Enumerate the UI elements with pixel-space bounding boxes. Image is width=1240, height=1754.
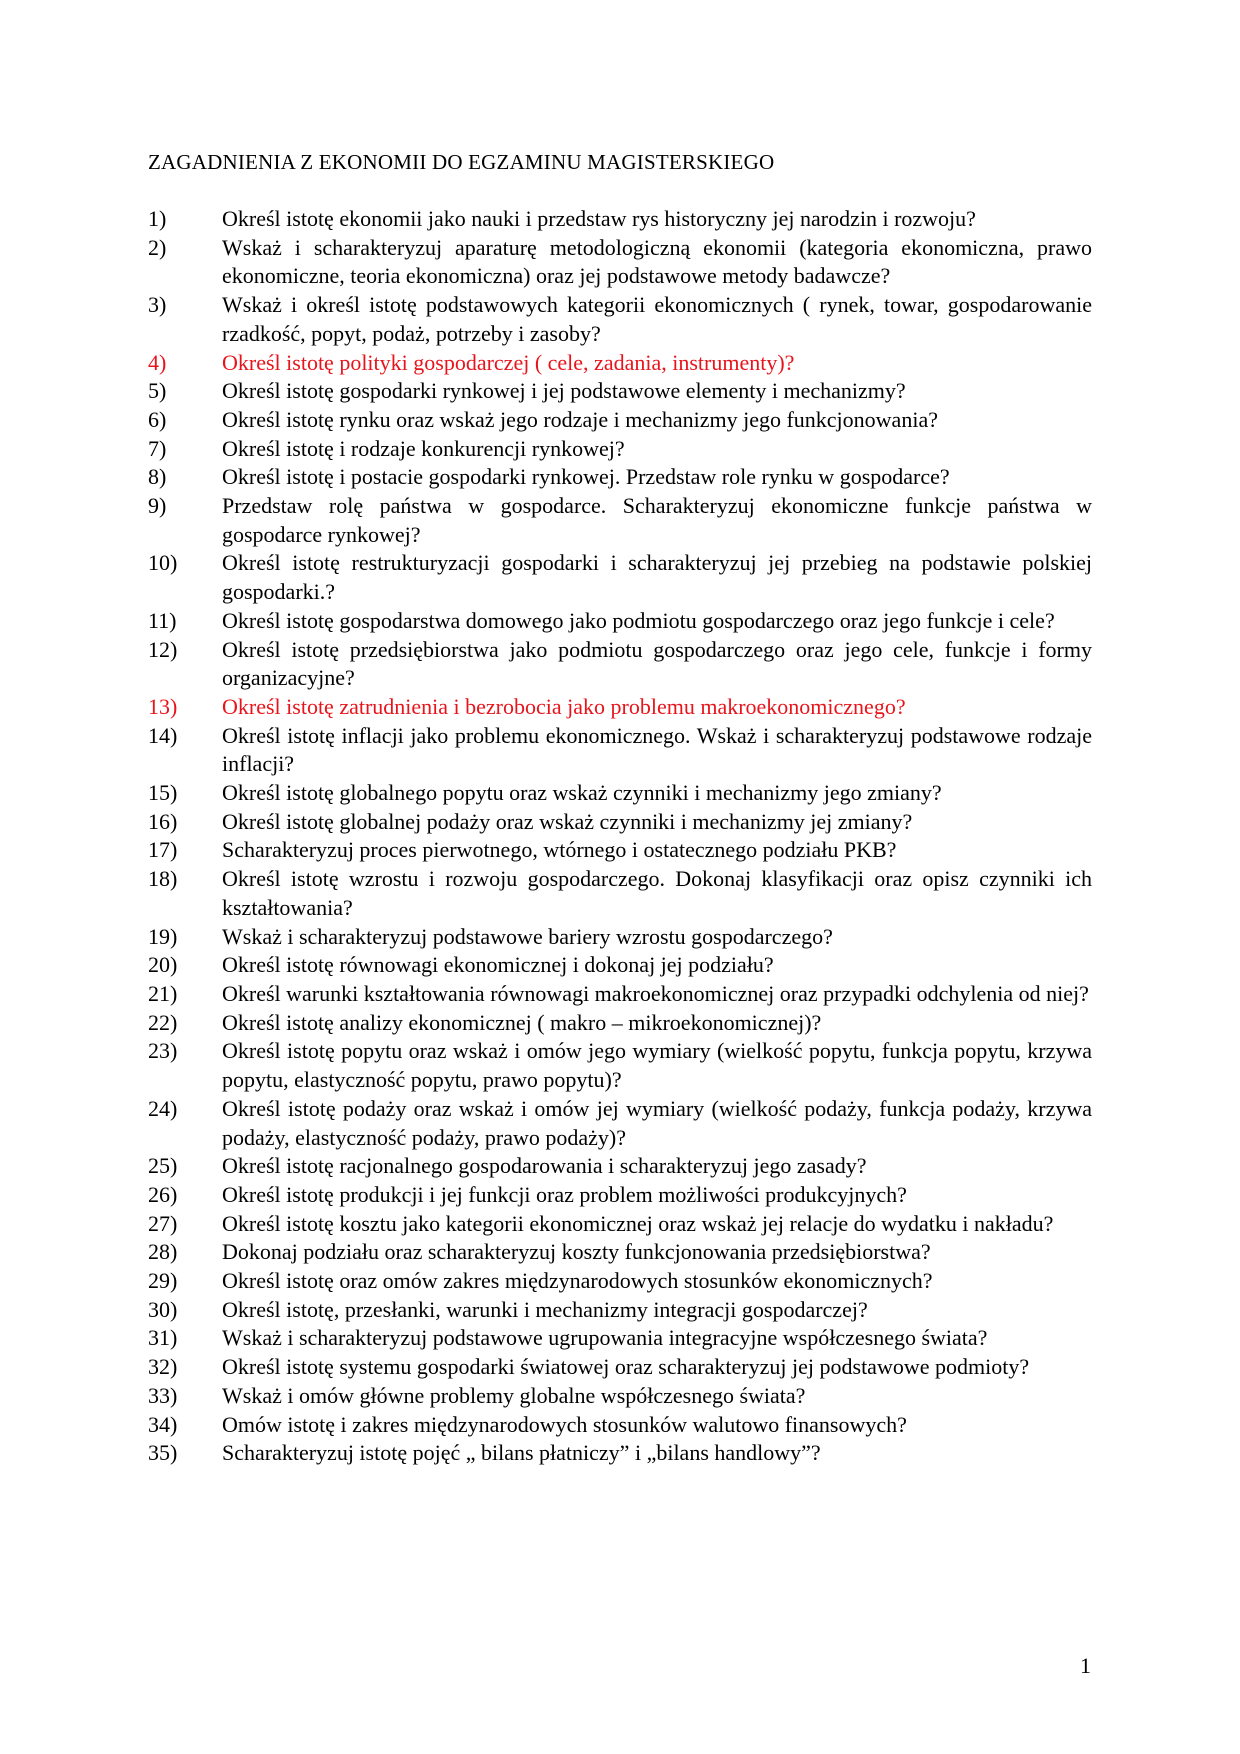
question-number: 34) — [148, 1411, 178, 1437]
question-number: 24) — [148, 1095, 178, 1121]
question-item — [148, 205, 1092, 234]
question-text: Określ istotę zatrudnienia i bezrobocia jako problemu makroekonomicznego? — [222, 693, 906, 719]
question-number: 16) — [148, 808, 178, 834]
question-text: Określ istotę polityki gospodarczej ( cele, zadania, instrumenty)? — [222, 349, 795, 375]
question-number: 15) — [148, 780, 178, 806]
question-number: 31) — [148, 1325, 178, 1351]
question-text: Wskaż i scharakteryzuj podstawowe bariery wzrostu gospodarczego? — [222, 923, 833, 949]
question-text: Wskaż i omów główne problemy globalne współczesnego świata? — [222, 1382, 806, 1408]
question-text: Wskaż i scharakteryzuj podstawowe ugrupowania integracyjne współczesnego świata? — [222, 1325, 988, 1351]
question-item — [148, 549, 1092, 606]
question-number: 14) — [148, 722, 178, 748]
question-item — [148, 1210, 1092, 1239]
question-item — [148, 636, 1092, 693]
question-text: Określ istotę analizy ekonomicznej ( makro – mikroekonomicznej)? — [222, 1009, 822, 1035]
question-item — [148, 492, 1092, 549]
question-number: 18) — [148, 866, 178, 892]
question-number: 32) — [148, 1354, 178, 1380]
question-item — [148, 722, 1092, 779]
question-number: 35) — [148, 1440, 178, 1466]
question-item — [148, 1411, 1092, 1440]
question-text: Przedstaw rolę państwa w gospodarce. Scharakteryzuj ekonomiczne funkcje państwa w gospodarce rynkowej? — [222, 493, 1092, 547]
question-item — [148, 923, 1092, 952]
question-number: 6) — [148, 406, 167, 432]
question-item — [148, 1324, 1092, 1353]
question-item — [148, 234, 1092, 291]
page-number: 1 — [1080, 1653, 1091, 1678]
question-number: 12) — [148, 636, 178, 662]
question-item — [148, 607, 1092, 636]
question-number: 27) — [148, 1210, 178, 1236]
question-item — [148, 1439, 1092, 1468]
question-text: Określ istotę restrukturyzacji gospodarki i scharakteryzuj jej przebieg na podstawie polskiej gospodarki.? — [222, 550, 1092, 605]
question-number: 20) — [148, 952, 178, 978]
question-number: 9) — [148, 493, 167, 519]
question-text: Określ istotę wzrostu i rozwoju gospodarczego. Dokonaj klasyfikacji oraz opisz czynniki ich kształtowania? — [222, 866, 1092, 920]
question-text: Wskaż i scharakteryzuj aparaturę metodologiczną ekonomii (kategoria ekonomiczna, prawo ekonomiczne, teoria ekonomiczna) oraz jej podstawowe metody badawcze? — [222, 234, 1092, 289]
question-text: Scharakteryzuj istotę pojęć „ bilans płatniczy” i „bilans handlowy”? — [222, 1440, 821, 1466]
question-item — [148, 1238, 1092, 1267]
question-text: Określ istotę gospodarstwa domowego jako podmiotu gospodarczego oraz jego funkcje i cele? — [222, 607, 1055, 633]
question-item — [148, 1296, 1092, 1325]
question-item — [148, 1009, 1092, 1038]
question-item — [148, 779, 1092, 808]
question-text: Określ istotę oraz omów zakres międzynarodowych stosunków ekonomicznych? — [222, 1268, 933, 1294]
question-text: Określ istotę kosztu jako kategorii ekonomicznej oraz wskaż jej relacje do wydatku i nakładu? — [222, 1210, 1054, 1236]
question-text: Określ istotę popytu oraz wskaż i omów jego wymiary (wielkość popytu, funkcja popytu, krzywa popytu, elastyczność popytu, prawo popytu)? — [222, 1038, 1092, 1093]
question-number: 5) — [148, 378, 167, 404]
question-item — [148, 406, 1092, 435]
question-number: 11) — [148, 607, 177, 633]
question-item — [148, 1152, 1092, 1181]
question-item — [148, 1181, 1092, 1210]
question-text: Określ istotę podaży oraz wskaż i omów jej wymiary (wielkość podaży, funkcja podaży, krzywa podaży, elastyczność podaży, prawo podaży)? — [222, 1095, 1092, 1150]
question-number: 19) — [148, 923, 178, 949]
question-item — [148, 291, 1092, 348]
question-item — [148, 463, 1092, 492]
question-item — [148, 377, 1092, 406]
question-number: 17) — [148, 837, 178, 863]
question-text: Określ istotę globalnej podaży oraz wskaż czynniki i mechanizmy jej zmiany? — [222, 808, 913, 834]
question-item — [148, 349, 1092, 378]
question-number: 13) — [148, 693, 178, 719]
question-number: 10) — [148, 550, 178, 576]
document-title: ZAGADNIENIA Z EKONOMII DO EGZAMINU MAGISTERSKIEGO — [148, 150, 775, 174]
question-text: Określ istotę ekonomii jako nauki i przedstaw rys historyczny jej narodzin i rozwoju? — [222, 206, 976, 231]
question-text: Scharakteryzuj proces pierwotnego, wtórnego i ostatecznego podziału PKB? — [222, 837, 897, 863]
question-item — [148, 1095, 1092, 1152]
question-text: Określ istotę równowagi ekonomicznej i dokonaj jej podziału? — [222, 952, 774, 978]
question-number: 3) — [148, 292, 167, 318]
question-number: 23) — [148, 1038, 178, 1064]
question-item — [148, 980, 1092, 1009]
question-text: Określ istotę, przesłanki, warunki i mechanizmy integracji gospodarczej? — [222, 1296, 868, 1322]
question-item — [148, 865, 1092, 922]
question-number: 7) — [148, 435, 167, 461]
question-number: 2) — [148, 234, 167, 260]
question-text: Omów istotę i zakres międzynarodowych stosunków walutowo finansowych? — [222, 1411, 907, 1437]
question-number: 21) — [148, 980, 178, 1006]
question-number: 28) — [148, 1239, 178, 1265]
question-text: Wskaż i określ istotę podstawowych kategorii ekonomicznych ( rynek, towar, gospodarowanie rzadkość, popyt, podaż, potrzeby i zasoby? — [222, 292, 1092, 346]
question-item — [148, 435, 1092, 464]
question-number: 25) — [148, 1153, 178, 1179]
question-text: Określ istotę inflacji jako problemu ekonomicznego. Wskaż i scharakteryzuj podstawowe rodzaje inflacji? — [222, 722, 1092, 777]
question-text: Określ istotę przedsiębiorstwa jako podmiotu gospodarczego oraz jego cele, funkcje i formy organizacyjne? — [222, 636, 1092, 691]
question-text: Określ istotę gospodarki rynkowej i jej podstawowe elementy i mechanizmy? — [222, 378, 906, 404]
question-text: Określ istotę produkcji i jej funkcji oraz problem możliwości produkcyjnych? — [222, 1181, 907, 1207]
question-item — [148, 836, 1092, 865]
question-text: Określ istotę i rodzaje konkurencji rynkowej? — [222, 435, 625, 461]
question-text: Dokonaj podziału oraz scharakteryzuj koszty funkcjonowania przedsiębiorstwa? — [222, 1239, 931, 1265]
question-number: 29) — [148, 1268, 178, 1294]
question-item — [148, 1353, 1092, 1382]
question-item — [148, 1267, 1092, 1296]
question-text: Określ istotę globalnego popytu oraz wskaż czynniki i mechanizmy jego zmiany? — [222, 780, 942, 806]
question-number: 26) — [148, 1181, 178, 1207]
question-item — [148, 1382, 1092, 1411]
question-item — [148, 808, 1092, 837]
question-number: 22) — [148, 1009, 178, 1035]
question-item — [148, 693, 1092, 722]
question-number: 8) — [148, 464, 167, 490]
question-text: Określ istotę racjonalnego gospodarowania i scharakteryzuj jego zasady? — [222, 1153, 867, 1179]
question-number: 33) — [148, 1382, 178, 1408]
question-text: Określ warunki kształtowania równowagi makroekonomicznej oraz przypadki odchylenia od niej? — [222, 980, 1089, 1006]
question-text: Określ istotę systemu gospodarki światowej oraz scharakteryzuj jej podstawowe podmioty? — [222, 1354, 1030, 1380]
question-text: Określ istotę i postacie gospodarki rynkowej. Przedstaw role rynku w gospodarce? — [222, 464, 950, 490]
question-list — [148, 205, 1092, 1468]
question-number: 30) — [148, 1296, 178, 1322]
question-number: 4) — [148, 349, 167, 375]
question-text: Określ istotę rynku oraz wskaż jego rodzaje i mechanizmy jego funkcjonowania? — [222, 406, 938, 432]
question-number: 1) — [148, 206, 167, 231]
question-item — [148, 951, 1092, 980]
question-item — [148, 1037, 1092, 1094]
